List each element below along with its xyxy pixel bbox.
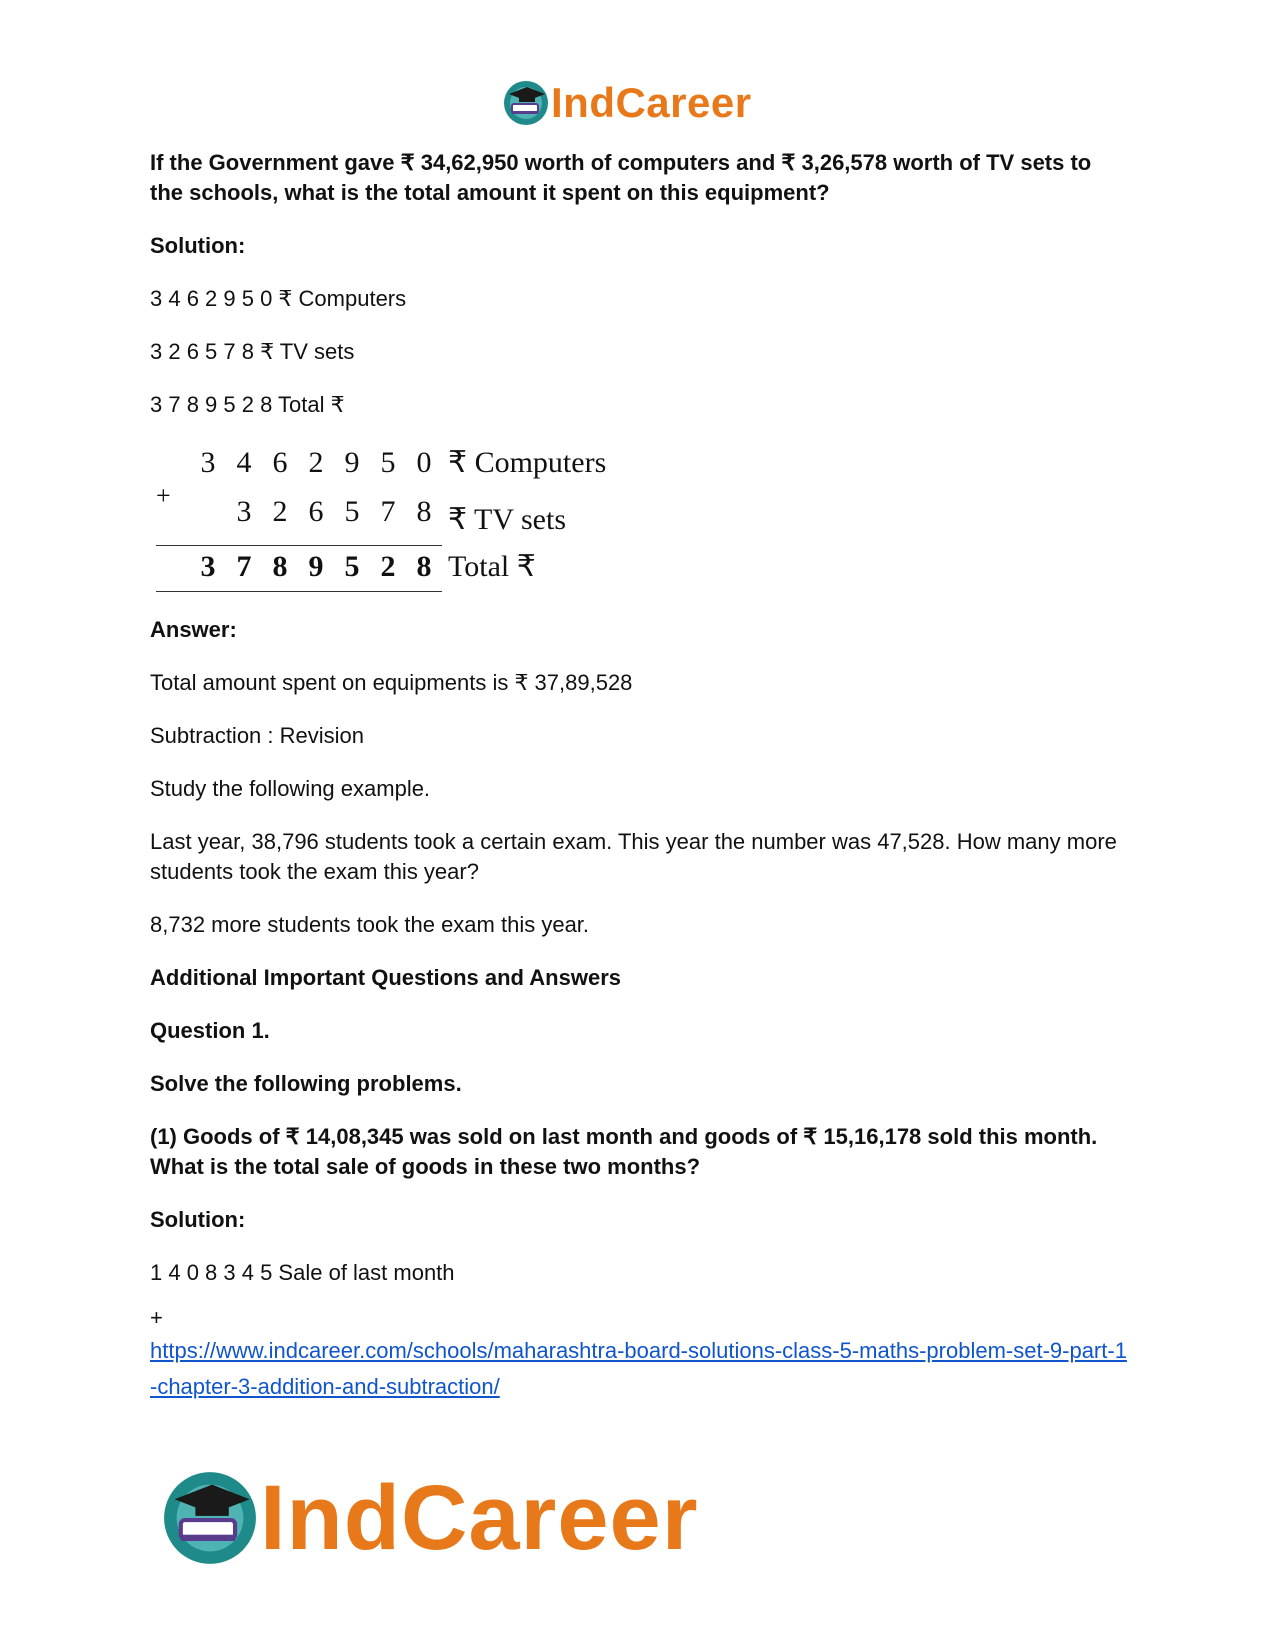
digit: 2 <box>272 495 288 528</box>
subtraction-heading: Subtraction : Revision <box>150 723 364 748</box>
study-text: Study the following example. <box>150 776 431 801</box>
computers-line: 3 4 6 2 9 5 0 ₹ Computers <box>150 286 407 311</box>
row-label: Total ₹ <box>448 550 536 583</box>
digit: 3 <box>200 550 216 583</box>
digit: 6 <box>272 446 288 479</box>
digit: 2 <box>308 446 324 479</box>
digit: 4 <box>236 446 252 479</box>
digit: 7 <box>380 495 396 528</box>
sale-line: 1 4 0 8 3 4 5 Sale of last month <box>150 1260 455 1285</box>
question-text: If the Government gave ₹ 34,62,950 worth of computers and ₹ 3,26,578 worth of TV sets to the schools, what is the total amount it spent on this equipment? <box>150 150 1098 205</box>
logo-wordmark: IndCareer <box>260 1467 699 1569</box>
example-text: Last year, 38,796 students took a certain exam. This year the number was 47,528. How many more students took the exam this year? <box>150 829 1124 884</box>
digit: 8 <box>416 550 432 583</box>
graduation-cap-book-icon <box>162 1470 258 1566</box>
digit: 5 <box>380 446 396 479</box>
digit: 9 <box>344 446 360 479</box>
solution-label-2: Solution: <box>150 1207 246 1232</box>
example-answer: 8,732 more students took the exam this year. <box>150 912 590 937</box>
total-line: 3 7 8 9 5 2 8 Total ₹ <box>150 392 345 417</box>
digit: 5 <box>344 550 360 583</box>
plus-line: + <box>150 1305 163 1330</box>
digit: 2 <box>380 550 396 583</box>
addition-figure <box>150 443 1130 593</box>
addition-row-computers <box>190 445 606 480</box>
link-block <box>150 1303 1130 1405</box>
digit: 3 <box>200 446 216 479</box>
digit: 3 <box>236 495 252 528</box>
sum-rule-bottom <box>156 591 442 592</box>
digit: 5 <box>344 495 360 528</box>
sum-rule-top <box>156 545 442 546</box>
document-body <box>150 148 1130 1405</box>
question-number: Question 1. <box>150 1018 270 1043</box>
digit: 0 <box>416 446 432 479</box>
digit: 6 <box>308 495 324 528</box>
problem-text: (1) Goods of ₹ 14,08,345 was sold on last month and goods of ₹ 15,16,178 sold this month. What is the total sale of goods in these two months? <box>150 1124 1104 1179</box>
row-label: ₹ Computers <box>448 446 607 479</box>
footer-logo <box>162 1468 699 1568</box>
digit: 7 <box>236 550 252 583</box>
digit: 8 <box>416 495 432 528</box>
additional-heading: Additional Important Questions and Answers <box>150 965 622 990</box>
tv-sets-line: 3 2 6 5 7 8 ₹ TV sets <box>150 339 355 364</box>
addition-row-total <box>190 549 536 584</box>
digit: 8 <box>272 550 288 583</box>
graduation-cap-book-icon <box>503 80 549 126</box>
row-label: ₹ TV sets <box>448 503 566 536</box>
solution-label: Solution: <box>150 233 246 258</box>
solve-heading: Solve the following problems. <box>150 1071 462 1096</box>
addition-row-tv-sets <box>190 495 566 537</box>
answer-text: Total amount spent on equipments is ₹ 37,89,528 <box>150 670 633 695</box>
answer-label: Answer: <box>150 617 237 642</box>
plus-sign: + <box>156 481 171 510</box>
source-url-link[interactable]: https://www.indcareer.com/schools/maharashtra-board-solutions-class-5-maths-problem-set-9-part-1-chapter-3-addition-and-subtraction/ <box>150 1338 1127 1399</box>
digit: 9 <box>308 550 324 583</box>
logo-wordmark: IndCareer <box>551 79 752 126</box>
header-logo <box>503 78 752 128</box>
digit <box>190 495 226 529</box>
